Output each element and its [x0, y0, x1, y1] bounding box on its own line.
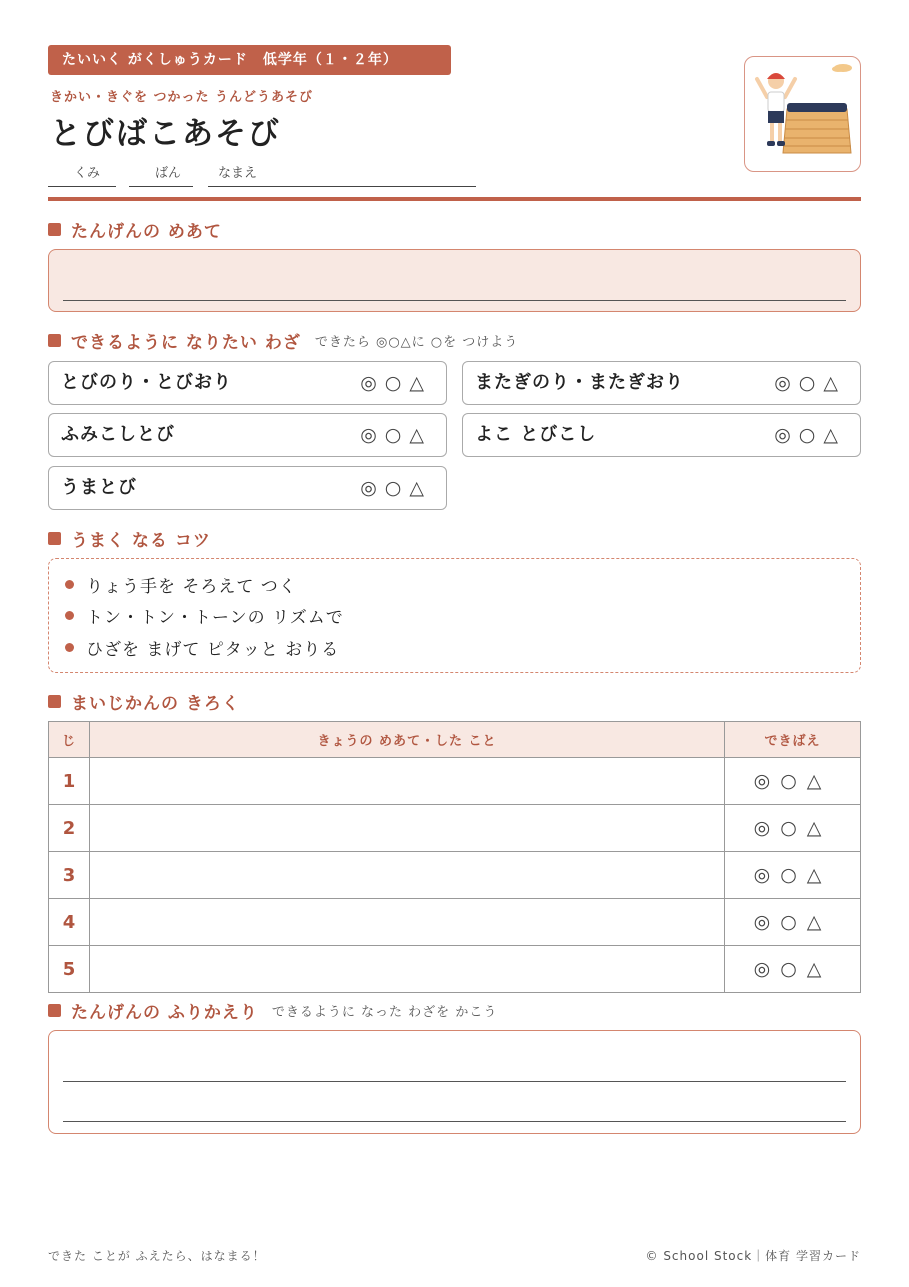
- lesson-number: 1: [49, 758, 90, 805]
- rating-marks[interactable]: ◎○△: [725, 852, 861, 899]
- tip-text: トン・トン・トーンの リズムで: [86, 608, 344, 628]
- skills-section-heading: [48, 328, 518, 353]
- lesson-number: 5: [49, 946, 90, 993]
- record-section-heading: [48, 689, 240, 714]
- class-field[interactable]: [48, 162, 116, 187]
- class-label: くみ: [74, 166, 101, 181]
- skill-card: [462, 413, 861, 457]
- column-header: じ: [49, 722, 90, 758]
- lesson-number: 3: [49, 852, 90, 899]
- rating-marks[interactable]: ◎○△: [360, 372, 432, 394]
- record-heading-text: まいじかんの きろく: [71, 694, 240, 714]
- table-row: [49, 758, 861, 805]
- lesson-number: 2: [49, 805, 90, 852]
- header-divider: [48, 197, 861, 201]
- rating-marks[interactable]: ◎○△: [774, 424, 846, 446]
- skills-instruction: できたら ◎○△に ○を つけよう: [314, 335, 519, 350]
- writing-line: [63, 1121, 846, 1122]
- goal-section-heading: [48, 217, 222, 242]
- lesson-notes-cell[interactable]: [90, 852, 725, 899]
- skill-card: [48, 466, 447, 510]
- lesson-number: 4: [49, 899, 90, 946]
- writing-line: [63, 300, 846, 301]
- rating-marks[interactable]: ◎○△: [360, 424, 432, 446]
- rating-marks[interactable]: ◎○△: [725, 805, 861, 852]
- bullet-dot-icon: [65, 643, 74, 652]
- table-row: [49, 852, 861, 899]
- number-label: ばん: [155, 166, 182, 181]
- skill-label: よこ とびこし: [475, 424, 597, 445]
- tip-text: ひざを まげて ピタッと おりる: [86, 640, 340, 660]
- rating-marks[interactable]: ◎○△: [360, 477, 432, 499]
- skill-card: [462, 361, 861, 405]
- review-instruction: できるように なった わざを かこう: [271, 1005, 498, 1020]
- writing-line: [63, 1081, 846, 1082]
- skills-heading-text: できるように なりたい わざ: [71, 333, 301, 353]
- skill-label: またぎのり・またぎおり: [475, 372, 684, 393]
- square-bullet-icon: [48, 695, 61, 708]
- square-bullet-icon: [48, 223, 61, 236]
- table-row: [49, 899, 861, 946]
- name-field[interactable]: [208, 162, 476, 187]
- square-bullet-icon: [48, 532, 61, 545]
- square-bullet-icon: [48, 334, 61, 347]
- skill-label: とびのり・とびおり: [61, 372, 232, 393]
- skill-card: [48, 361, 447, 405]
- goal-heading-text: たんげんの めあて: [71, 222, 222, 242]
- rating-marks[interactable]: ◎○△: [725, 899, 861, 946]
- lesson-notes-cell[interactable]: [90, 946, 725, 993]
- lesson-notes-cell[interactable]: [90, 805, 725, 852]
- lesson-notes-cell[interactable]: [90, 758, 725, 805]
- review-writing-box[interactable]: [48, 1030, 861, 1134]
- column-header: できばえ: [725, 722, 861, 758]
- table-row: [49, 946, 861, 993]
- table-row: [49, 805, 861, 852]
- card-type-badge: たいいく がくしゅうカード 低学年（１・２年）: [48, 45, 451, 75]
- illustration-frame: [744, 56, 861, 172]
- rating-marks[interactable]: ◎○△: [725, 758, 861, 805]
- lesson-notes-cell[interactable]: [90, 899, 725, 946]
- tips-box: [48, 558, 861, 673]
- bullet-dot-icon: [65, 580, 74, 589]
- number-field[interactable]: [129, 162, 193, 187]
- tips-heading-text: うまく なる コツ: [71, 531, 211, 551]
- column-header: きょうの めあて・した こと: [90, 722, 725, 758]
- skill-label: うまとび: [61, 477, 137, 498]
- footer-credit: © School Stock｜体育 学習カード: [645, 1249, 861, 1263]
- tip-item: [65, 635, 339, 660]
- tip-item: [65, 603, 344, 628]
- skill-card: [48, 413, 447, 457]
- goal-writing-box[interactable]: [48, 249, 861, 312]
- skill-label: ふみこしとび: [61, 424, 175, 445]
- record-table: [48, 721, 861, 993]
- review-heading-text: たんげんの ふりかえり: [71, 1003, 258, 1023]
- child-jumping-vaulting-box-icon: [745, 57, 860, 171]
- square-bullet-icon: [48, 1004, 61, 1017]
- unit-subtitle: きかい・きぐを つかった うんどうあそび: [50, 90, 314, 105]
- tips-section-heading: [48, 526, 211, 551]
- rating-marks[interactable]: ◎○△: [774, 372, 846, 394]
- footer-message: できた ことが ふえたら、はなまる！: [48, 1249, 266, 1263]
- review-section-heading: [48, 998, 497, 1023]
- table-header-row: [49, 722, 861, 758]
- tip-text: りょう手を そろえて つく: [86, 577, 297, 597]
- tip-item: [65, 572, 297, 597]
- name-label: なまえ: [218, 166, 258, 181]
- rating-marks[interactable]: ◎○△: [725, 946, 861, 993]
- bullet-dot-icon: [65, 611, 74, 620]
- page-title: とびばこあそび: [50, 116, 281, 152]
